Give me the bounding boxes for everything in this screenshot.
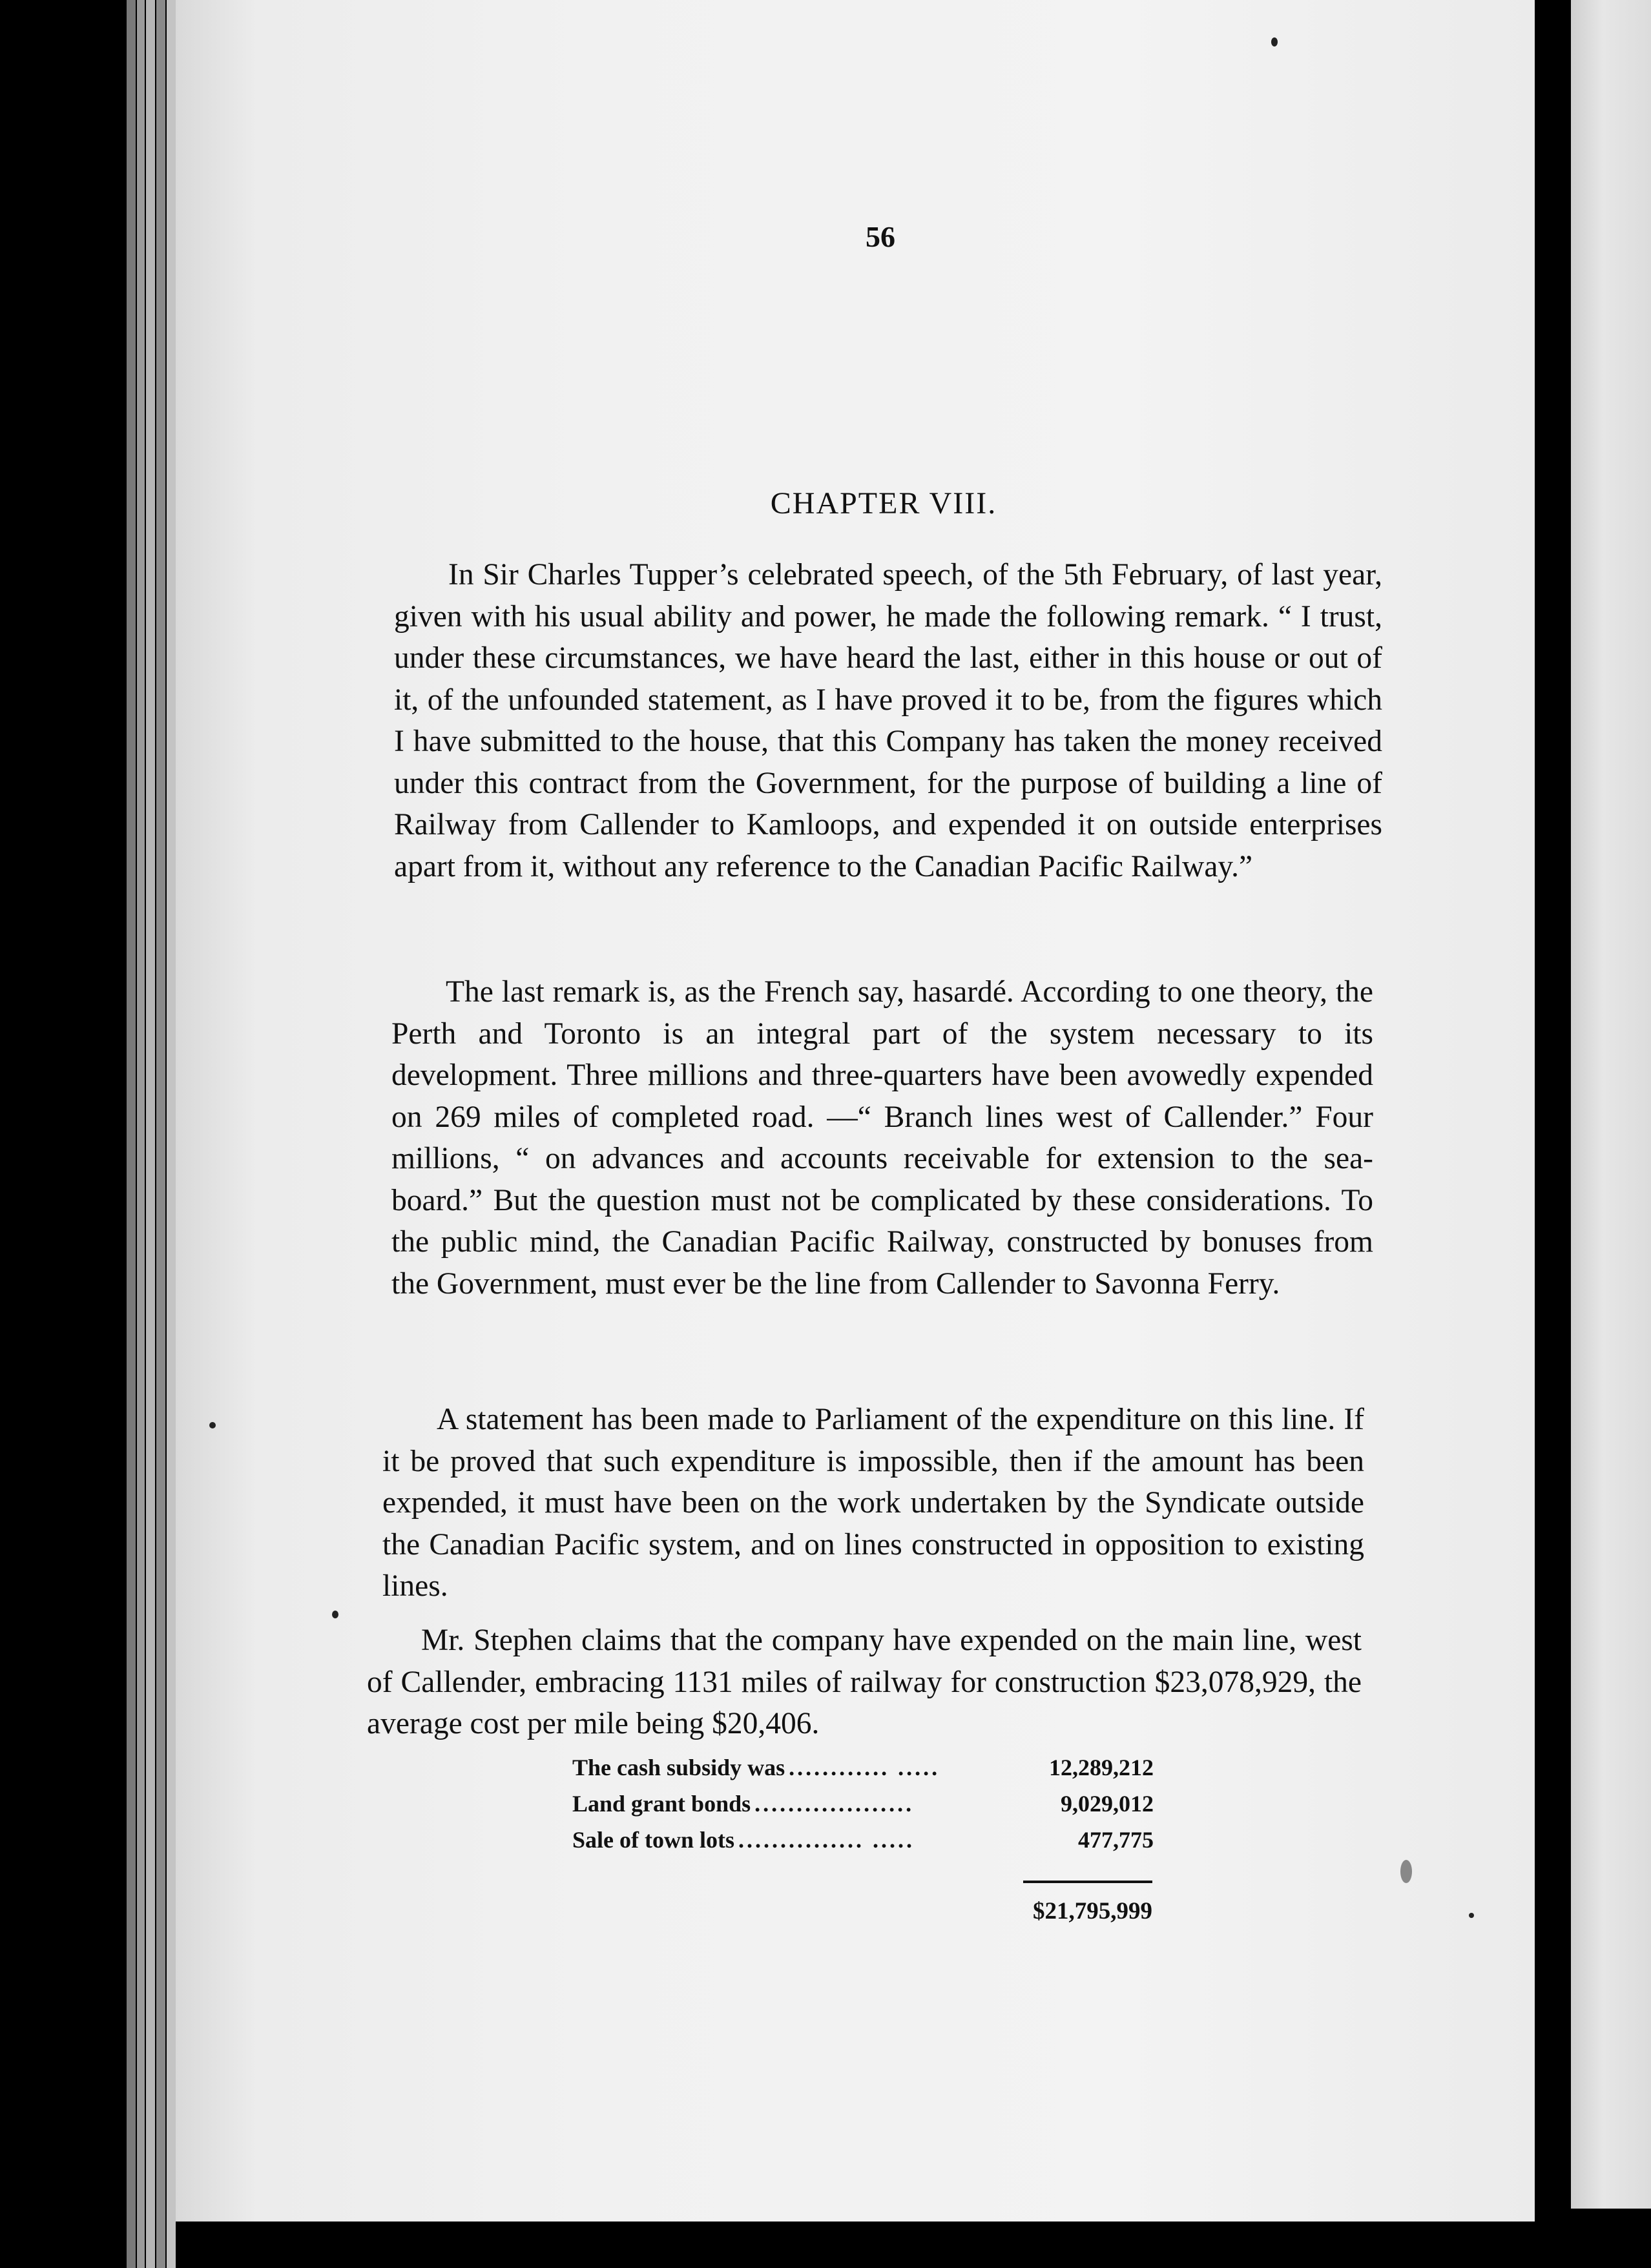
ledger-leader-dots: ............... ..... xyxy=(738,1827,915,1853)
ledger-amount: 12,289,212 xyxy=(1049,1755,1154,1780)
page-edge-strip xyxy=(167,0,176,2268)
paragraph-parliament-statement: A statement has been made to Parliament of the expenditure on this line. If it be proved that such expenditure is impossible, then if the amount has been expended, it must have been on the work undertaken by the Syndicate outside the Canadian Pacific system, and on lines constructed in opposition to existing lines. xyxy=(382,1403,1364,1603)
facing-page-edge xyxy=(1571,0,1651,2209)
scan-speck xyxy=(332,1611,338,1618)
scan-speck xyxy=(1400,1860,1412,1883)
ledger-leader-dots: ................... xyxy=(754,1791,915,1817)
ledger-amount: 9,029,012 xyxy=(1061,1791,1154,1817)
ledger-row xyxy=(572,1826,1154,1862)
scan-speck xyxy=(1271,37,1278,46)
page-edge-strip xyxy=(156,0,165,2268)
paragraph-stephen-claims: Mr. Stephen claims that the company have expended on the main line, west of Callender, embracing 1131 miles of railway for construction $23,078,929, the average cost per mile being $20,406. xyxy=(367,1624,1362,1740)
ledger-label: The cash subsidy was xyxy=(572,1755,785,1780)
ledger-amount: 477,775 xyxy=(1078,1827,1154,1853)
ledger-sum-rule xyxy=(1023,1881,1152,1883)
ledger-row xyxy=(572,1790,1154,1826)
ledger-row xyxy=(572,1754,1154,1790)
scan-speck xyxy=(1469,1913,1474,1918)
scan-speck xyxy=(209,1422,216,1428)
ledger-leader-dots: ............ ..... xyxy=(789,1755,940,1780)
paragraph-tupper-speech: In Sir Charles Tupper’s celebrated speech, of the 5th February, of last year, given with his usual ability and power, he made the following remark. “ I trust, under these circumstances, we have heard the last, either in this house or out of it, of the unfounded statement, as I have proved it to be, from the figures which I have submitted to the house, that this Company has taken the money received under this contract from the Government, for the purpose of building a line of Railway from Callender to Kamloops, and expended it on outside enterprises apart from it, without any reference to the Canadian Pacific Railway.” xyxy=(394,558,1382,883)
page-edge-strip xyxy=(146,0,155,2268)
page-edge-strip xyxy=(137,0,145,2268)
ledger-label: Sale of town lots xyxy=(572,1827,734,1853)
ledger-total: $21,795,999 xyxy=(1033,1898,1152,1924)
page-number: 56 xyxy=(866,220,895,253)
chapter-heading: CHAPTER VIII. xyxy=(770,486,997,521)
page-edge-strip xyxy=(127,0,136,2268)
ledger-label: Land grant bonds xyxy=(572,1791,751,1817)
expenditure-ledger xyxy=(572,1754,1154,1862)
paragraph-hasarde-remark: The last remark is, as the French say, hasardé. According to one theory, the Perth and Toronto is an integral part of the system necessary to its development. Three millions and three-quarters have been avowedly expended on 269 miles of completed road. —“ Branch lines west of Callender.” Four millions, “ on advances and accounts receivable for extension to the sea-board.” But the question must not be complicated by these considerations. To the public mind, the Canadian Pacific Railway, constructed by bonuses from the Government, must ever be the line from Callender to Savonna Ferry. xyxy=(391,975,1373,1301)
